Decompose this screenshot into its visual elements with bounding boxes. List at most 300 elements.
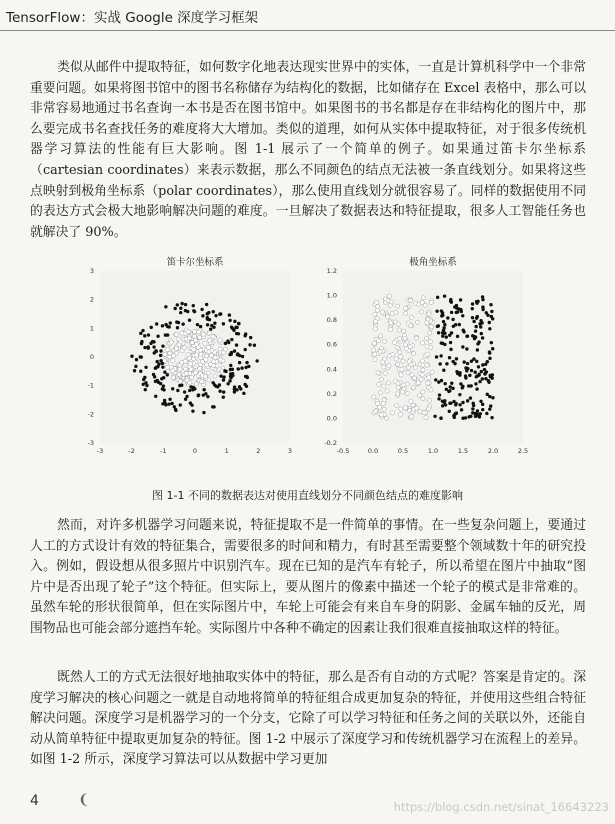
data-point-outer (191, 409, 194, 412)
data-point-inner (199, 379, 203, 383)
data-point-inner (402, 329, 406, 333)
data-point-outer (163, 399, 166, 402)
data-point-outer (206, 323, 209, 326)
data-point-outer (456, 335, 459, 338)
data-point-inner (398, 336, 402, 340)
data-point-outer (475, 375, 478, 378)
data-point-inner (382, 365, 386, 369)
y-tick-label: 0.0 (326, 414, 337, 423)
data-point-outer (180, 302, 183, 305)
data-point-inner (389, 300, 393, 304)
data-point-inner (187, 356, 191, 360)
data-point-outer (490, 416, 493, 419)
data-point-outer (154, 395, 157, 398)
data-point-outer (189, 401, 192, 404)
data-point-inner (198, 348, 202, 352)
x-tick-label: 2.0 (487, 447, 499, 455)
data-point-outer (228, 319, 231, 322)
data-point-inner (203, 374, 207, 378)
data-point-outer (469, 415, 472, 418)
data-point-outer (206, 395, 209, 398)
data-point-inner (396, 381, 400, 385)
data-point-inner (387, 364, 391, 368)
data-point-inner (414, 336, 418, 340)
data-point-inner (183, 367, 187, 371)
data-point-outer (442, 369, 445, 372)
data-point-outer (159, 359, 162, 362)
data-point-outer (445, 362, 448, 365)
data-point-outer (163, 370, 166, 373)
data-point-inner (194, 382, 198, 386)
data-point-inner (399, 373, 403, 377)
data-point-outer (466, 334, 469, 337)
data-point-inner (192, 348, 196, 352)
data-point-outer (484, 363, 487, 366)
x-tick-label: 1.0 (427, 447, 439, 455)
data-point-outer (229, 364, 232, 367)
data-point-outer (443, 323, 446, 326)
data-point-outer (159, 349, 162, 352)
x-tick-label: 0.0 (367, 447, 379, 455)
data-point-outer (197, 393, 200, 396)
data-point-outer (480, 370, 483, 373)
data-point-outer (233, 390, 236, 393)
data-point-inner (428, 331, 432, 335)
data-point-outer (468, 374, 471, 377)
data-point-outer (246, 376, 249, 379)
y-tick-label: 1.2 (326, 267, 337, 275)
data-point-inner (396, 386, 400, 390)
page-number: 4 (30, 793, 39, 809)
x-tick-label: 1 (224, 447, 229, 455)
data-point-outer (152, 345, 155, 348)
data-point-inner (188, 362, 192, 366)
data-point-outer (465, 347, 468, 350)
data-point-inner (382, 339, 386, 343)
paragraph-feature-difficulty (30, 516, 586, 640)
data-point-outer (475, 301, 478, 304)
data-point-inner (206, 371, 210, 375)
x-tick-label: 2.5 (517, 447, 529, 455)
data-point-outer (231, 372, 234, 375)
data-point-outer (442, 328, 445, 331)
data-point-outer (481, 377, 484, 380)
figure-1-1 (78, 253, 548, 483)
data-point-inner (183, 359, 187, 363)
data-point-inner (374, 300, 378, 304)
y-tick-label: -2 (87, 410, 94, 419)
data-point-outer (475, 360, 478, 363)
data-point-outer (472, 320, 475, 323)
data-point-outer (474, 371, 477, 374)
data-point-inner (420, 341, 424, 345)
data-point-outer (443, 332, 446, 335)
data-point-inner (373, 319, 377, 323)
x-tick-label: 3 (287, 447, 293, 455)
data-point-outer (461, 401, 464, 404)
data-point-outer (233, 349, 236, 352)
data-point-outer (464, 374, 467, 377)
data-point-outer (139, 332, 142, 335)
data-point-outer (219, 374, 222, 377)
data-point-outer (155, 350, 158, 353)
y-tick-label: 0.4 (326, 365, 337, 374)
data-point-outer (450, 311, 453, 314)
data-point-outer (212, 405, 215, 408)
data-point-outer (454, 403, 457, 406)
y-tick-label: 3 (89, 267, 94, 275)
data-point-outer (479, 319, 482, 322)
data-point-inner (222, 351, 226, 355)
data-point-inner (403, 343, 407, 347)
data-point-inner (399, 407, 403, 411)
data-point-outer (485, 412, 488, 415)
data-point-outer (438, 393, 441, 396)
data-point-inner (409, 399, 413, 403)
data-point-outer (147, 333, 150, 336)
data-point-outer (461, 345, 464, 348)
x-tick-label: 0 (192, 447, 198, 455)
data-point-outer (481, 298, 484, 301)
data-point-outer (146, 345, 149, 348)
data-point-inner (381, 360, 385, 364)
data-point-outer (236, 352, 239, 355)
data-point-outer (144, 388, 147, 391)
data-point-outer (458, 393, 461, 396)
data-point-outer (490, 341, 493, 344)
data-point-inner (379, 412, 383, 416)
data-point-outer (159, 354, 162, 357)
data-point-inner (419, 377, 423, 381)
book-title: TensorFlow：实战 Google 深度学习框架 (6, 10, 259, 26)
data-point-inner (212, 359, 216, 363)
data-point-outer (487, 381, 490, 384)
data-point-inner (398, 350, 402, 354)
data-point-outer (448, 389, 451, 392)
data-point-outer (454, 412, 457, 415)
data-point-outer (228, 313, 231, 316)
data-point-inner (408, 298, 412, 302)
data-point-outer (164, 305, 167, 308)
data-point-outer (481, 305, 484, 308)
data-point-outer (156, 335, 159, 338)
x-tick-label: -2 (128, 447, 135, 455)
data-point-outer (490, 310, 493, 313)
data-point-outer (470, 360, 473, 363)
data-point-inner (409, 414, 413, 418)
data-point-inner (420, 373, 424, 377)
data-point-inner (169, 340, 173, 344)
data-point-inner (372, 341, 376, 345)
data-point-outer (222, 375, 225, 378)
data-point-inner (405, 382, 409, 386)
data-point-outer (253, 344, 256, 347)
data-point-outer (439, 417, 442, 420)
data-point-inner (373, 327, 377, 331)
data-point-outer (471, 316, 474, 319)
data-point-outer (451, 318, 454, 321)
plot-area-2 (343, 271, 523, 443)
x-tick-label: 0.5 (397, 447, 409, 455)
data-point-outer (448, 334, 451, 337)
watermark-url: https://blog.csdn.net/sinat_16643223 (393, 800, 609, 814)
data-point-outer (162, 384, 165, 387)
data-point-outer (230, 326, 233, 329)
data-point-outer (238, 385, 241, 388)
y-tick-label: 2 (89, 295, 94, 304)
data-point-outer (164, 403, 167, 406)
data-point-inner (196, 330, 200, 334)
data-point-inner (423, 303, 427, 307)
y-tick-label: -0.2 (324, 439, 337, 447)
data-point-outer (441, 404, 444, 407)
data-point-inner (171, 369, 175, 373)
data-point-outer (222, 322, 225, 325)
data-point-outer (450, 300, 453, 303)
data-point-outer (444, 403, 447, 406)
data-point-outer (488, 395, 491, 398)
data-point-outer (170, 402, 173, 405)
data-point-inner (207, 350, 211, 354)
data-point-outer (449, 348, 452, 351)
data-point-outer (144, 366, 147, 369)
data-point-inner (421, 390, 425, 394)
data-point-inner (428, 339, 432, 343)
data-point-inner (373, 352, 377, 356)
data-point-outer (209, 327, 212, 330)
data-point-inner (379, 334, 383, 338)
data-point-outer (476, 342, 479, 345)
data-point-outer (174, 409, 177, 412)
data-point-outer (164, 333, 167, 336)
data-point-outer (441, 399, 444, 402)
data-point-outer (204, 392, 207, 395)
data-point-inner (395, 403, 399, 407)
data-point-inner (218, 357, 222, 361)
data-point-outer (488, 350, 491, 353)
figure-caption: 图 1-1 不同的数据表达对使用直线划分不同颜色结点的难度影响 (152, 489, 463, 502)
data-point-inner (397, 328, 401, 332)
x-tick-label: -0.5 (336, 447, 350, 455)
data-point-outer (179, 306, 182, 309)
data-point-outer (237, 367, 240, 370)
data-point-outer (140, 355, 143, 358)
data-point-outer (471, 407, 474, 410)
data-point-outer (202, 411, 205, 414)
data-point-outer (488, 321, 491, 324)
data-point-outer (476, 348, 479, 351)
paragraph-1-text: 类似从邮件中提取特征，如何数字化地表达现实世界中的实体，一直是计算机科学中一个非常重要问题。如果将图书馆中的图书名称储存为结构化的数据，比如储存在 Excel 表格中，那么可以非常容易地通过书名查询一本书是否在图书馆中。如果图书的书名都是存在非结构化的图片中，那么要完成书名查找任务的难度将大大增加。类似的道理，如何从实体中提取特征，对于很多传统机器学习算法的性能有巨大影响。图 1-1 展示了一个简单的例子。如果通过笛卡尔坐标系（cartesian coordinates）来表示数据，那么不同颜色的结点无法被一条直线划分。如果将这些点映射到极角坐标系（polar coordinates），那么使用直线划分就很容易了。同样的数据使用不同的表达方式会极大地影响解决问题的难度。一旦解决了数据表达和特征提取，很多人工智能任务也就解决了 90%。 (30, 60, 586, 240)
data-point-inner (211, 335, 215, 339)
data-point-outer (164, 323, 167, 326)
data-point-outer (465, 369, 468, 372)
data-point-outer (244, 348, 247, 351)
data-point-inner (424, 415, 428, 419)
data-point-inner (172, 354, 176, 358)
data-point-inner (404, 347, 408, 351)
data-point-outer (462, 329, 465, 332)
data-point-outer (210, 324, 213, 327)
data-point-outer (243, 334, 246, 337)
data-point-inner (425, 320, 429, 324)
data-point-outer (224, 370, 227, 373)
x-tick-label: 1.5 (457, 447, 469, 455)
data-point-outer (230, 351, 233, 354)
data-point-outer (162, 388, 165, 391)
data-point-outer (214, 314, 217, 317)
data-point-inner (427, 398, 431, 402)
data-point-inner (421, 296, 425, 300)
chart-title-2: 极角坐标系 (409, 257, 457, 268)
data-point-outer (143, 334, 146, 337)
data-point-outer (476, 413, 479, 416)
data-point-inner (190, 375, 194, 379)
data-point-outer (145, 384, 148, 387)
data-point-inner (379, 377, 383, 381)
data-point-outer (134, 365, 137, 368)
data-point-inner (429, 345, 433, 349)
data-point-outer (213, 321, 216, 324)
data-point-outer (168, 325, 171, 328)
data-point-inner (165, 365, 169, 369)
data-point-inner (395, 304, 399, 308)
data-point-outer (241, 355, 244, 358)
data-point-inner (395, 346, 399, 350)
data-point-outer (478, 380, 481, 383)
data-point-inner (394, 310, 398, 314)
data-point-outer (150, 326, 153, 329)
data-point-outer (196, 323, 199, 326)
data-point-outer (167, 402, 170, 405)
data-point-outer (475, 387, 478, 390)
data-point-inner (376, 304, 380, 308)
data-point-inner (389, 327, 393, 331)
data-point-outer (243, 383, 246, 386)
data-point-outer (456, 310, 459, 313)
paragraph-feature-extraction (30, 58, 586, 243)
data-point-outer (455, 304, 458, 307)
data-point-outer (455, 370, 458, 373)
data-point-outer (441, 342, 444, 345)
data-point-outer (481, 336, 484, 339)
data-point-outer (474, 329, 477, 332)
data-point-outer (161, 344, 164, 347)
data-point-outer (240, 366, 243, 369)
data-point-inner (390, 411, 394, 415)
data-point-inner (206, 345, 210, 349)
data-point-inner (385, 389, 389, 393)
data-point-inner (430, 370, 434, 374)
data-point-inner (408, 324, 412, 328)
data-point-inner (407, 408, 411, 412)
data-point-inner (190, 340, 194, 344)
data-point-inner (209, 353, 213, 357)
data-point-inner (381, 310, 385, 314)
data-point-outer (235, 343, 238, 346)
y-tick-label: -1 (87, 381, 94, 390)
data-point-outer (161, 402, 164, 405)
data-point-inner (376, 339, 380, 343)
data-point-outer (449, 401, 452, 404)
data-point-inner (412, 376, 416, 380)
data-point-outer (179, 311, 182, 314)
data-point-outer (466, 399, 469, 402)
data-point-inner (392, 340, 396, 344)
data-point-outer (491, 396, 494, 399)
data-point-inner (404, 311, 408, 315)
data-point-inner (406, 365, 410, 369)
y-tick-label: 0.8 (326, 316, 337, 325)
data-point-inner (178, 379, 182, 383)
data-point-outer (437, 397, 440, 400)
x-tick-label: 2 (256, 447, 261, 455)
data-point-outer (133, 369, 136, 372)
data-point-inner (374, 409, 378, 413)
data-point-inner (207, 331, 211, 335)
data-point-inner (403, 306, 407, 310)
data-point-outer (448, 356, 451, 359)
data-point-outer (177, 321, 180, 324)
data-point-outer (161, 324, 164, 327)
data-point-outer (237, 332, 240, 335)
data-point-inner (427, 312, 431, 316)
data-point-inner (429, 300, 433, 304)
data-point-outer (481, 363, 484, 366)
data-point-outer (237, 322, 240, 325)
data-point-outer (458, 323, 461, 326)
data-point-inner (371, 348, 375, 352)
data-point-outer (205, 303, 208, 306)
y-tick-label: 0.2 (326, 389, 337, 398)
data-point-outer (222, 390, 225, 393)
data-point-outer (449, 341, 452, 344)
data-point-outer (130, 354, 133, 357)
data-point-inner (400, 390, 404, 394)
data-point-outer (238, 361, 241, 364)
data-point-outer (245, 361, 248, 364)
paragraph-2-text: 然而，对许多机器学习问题来说，特征提取不是一件简单的事情。在一些复杂问题上，要通过人工的方式设计有效的特征集合，需要很多的时间和精力，有时甚至需要整个领域数十年的研究投入。例如，假设想从很多照片中识别汽车。现在已知的是汽车有轮子，所以希望在图片中抽取“图片中是否出现了轮子”这个特征。但实际上，要从图片的像素中描述一个轮子的模式是非常难的。虽然车轮的形状很简单，但在实际图片中，车轮上可能会有来自车身的阴影、金属车轴的反光，周围物品也可能会部分遮挡车轮。实际图片中各种不确定的因素让我们很难直接抽取这样的特征。 (30, 518, 586, 636)
data-point-inner (398, 412, 402, 416)
data-point-outer (471, 307, 474, 310)
data-point-inner (426, 381, 430, 385)
data-point-outer (459, 308, 462, 311)
data-point-inner (411, 386, 415, 390)
paragraph-3-text: 既然人工的方式无法很好地抽取实体中的特征，那么是否有自动的方式呢？答案是肯定的。深度学习解决的核心问题之一就是自动地将简单的特征组合成更加复杂的特征，并使用这些组合特征解决问题。深度学习是机器学习的一个分支，它除了可以学习特征和任务之间的关联以外，还能自动从简单特征中提取更加复杂的特征。图 1-2 中展示了深度学习和传统机器学习在流程上的差异。如图 1-2 所示，深度学习算法可以从数据中学习更加 (30, 670, 586, 768)
data-point-inner (376, 371, 380, 375)
data-point-outer (200, 308, 203, 311)
data-point-inner (174, 333, 178, 337)
data-point-inner (177, 372, 181, 376)
data-point-outer (141, 329, 144, 332)
data-point-outer (214, 385, 217, 388)
data-point-outer (474, 325, 477, 328)
data-point-inner (178, 367, 182, 371)
data-point-inner (418, 393, 422, 397)
data-point-outer (222, 378, 225, 381)
data-point-outer (474, 382, 477, 385)
data-point-inner (171, 376, 175, 380)
data-point-outer (473, 337, 476, 340)
data-point-inner (186, 330, 190, 334)
data-point-outer (202, 388, 205, 391)
data-point-inner (187, 336, 191, 340)
data-point-outer (218, 390, 221, 393)
data-point-inner (409, 315, 413, 319)
data-point-outer (193, 387, 196, 390)
data-point-outer (219, 312, 222, 315)
data-point-outer (477, 365, 480, 368)
data-point-outer (185, 395, 188, 398)
